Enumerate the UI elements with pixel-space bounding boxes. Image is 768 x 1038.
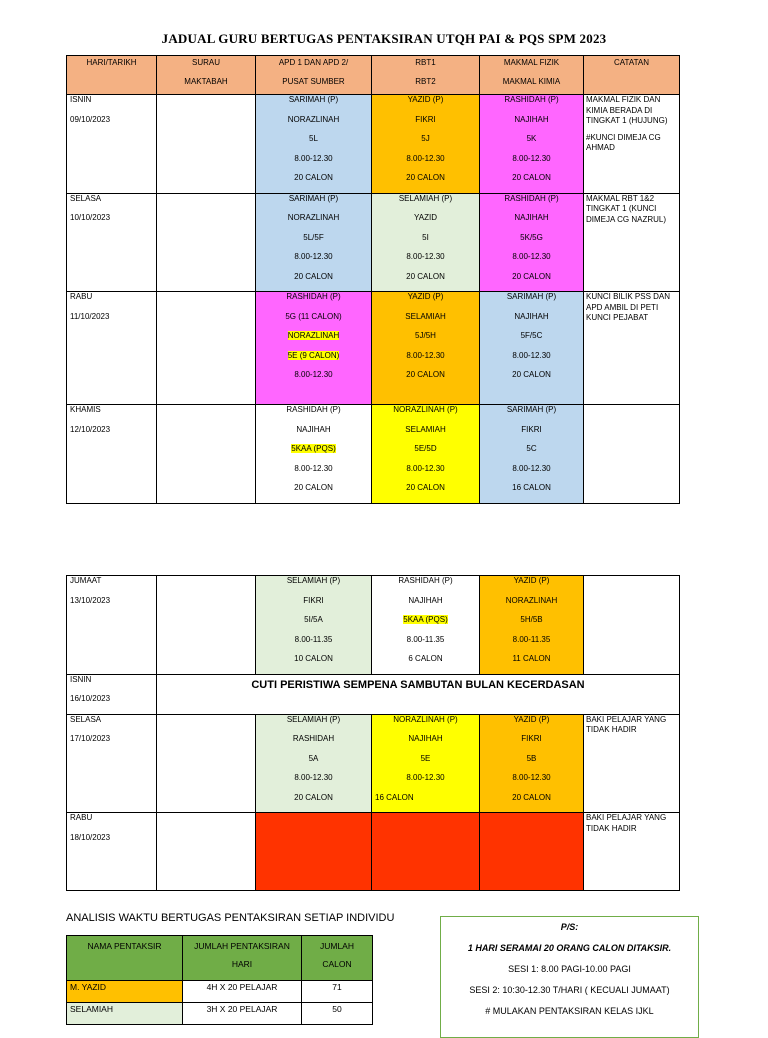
day-cell xyxy=(67,405,157,504)
slot-text: 5E xyxy=(420,753,431,763)
schedule-row xyxy=(67,674,680,714)
slot-text: 8.00-12.30 xyxy=(512,463,551,473)
analysis-name: M. YAZID xyxy=(67,981,183,1003)
analysis-header-cell xyxy=(302,936,373,981)
slot-cell xyxy=(480,714,584,813)
header-cell xyxy=(256,56,372,95)
slot-text: 8.00-12.30 xyxy=(406,153,445,163)
slot-text: NORAZLINAH xyxy=(287,213,340,222)
slot-text: YAZID (P) xyxy=(513,714,550,724)
header-cell xyxy=(372,56,480,95)
slot-text: SARIMAH (P) xyxy=(288,95,339,104)
slot-line xyxy=(256,464,371,484)
slot-line xyxy=(480,351,583,371)
slot-text: 8.00-12.30 xyxy=(406,773,445,782)
slot-text: FIKRI xyxy=(521,734,542,743)
slot-line xyxy=(256,444,371,464)
day-date: 17/10/2023 xyxy=(70,734,111,743)
slot-text: 20 CALON xyxy=(294,271,333,281)
analysis-header-row xyxy=(67,936,373,981)
slot-text: 5H/5B xyxy=(520,615,543,624)
schedule-table-week2 xyxy=(66,575,680,891)
slot-line xyxy=(480,95,583,115)
slot-text: 8.00-12.30 xyxy=(294,153,333,163)
slot-line xyxy=(256,405,371,425)
slot-line xyxy=(256,654,371,674)
slot-cell xyxy=(256,292,372,405)
slot-text: YAZID (P) xyxy=(407,292,444,301)
slot-text: 5F/5C xyxy=(520,331,543,340)
slot-line xyxy=(480,312,583,332)
ps-line: # MULAKAN PENTAKSIRAN KELAS IJKL xyxy=(485,1006,654,1016)
slot-text: NAJIHAH xyxy=(514,213,549,222)
slot-text: RASHIDAH xyxy=(292,734,335,743)
slot-line xyxy=(256,134,371,154)
header-text: HARI/TARIKH xyxy=(86,58,137,67)
slot-text: 8.00-12.30 xyxy=(406,252,445,261)
slot-text: 8.00-12.30 xyxy=(294,773,333,782)
slot-text: 8.00-11.35 xyxy=(512,634,551,644)
slot-line xyxy=(372,793,479,813)
day-name: KHAMIS xyxy=(70,405,101,414)
slot-line xyxy=(480,444,583,464)
slot-text: FIKRI xyxy=(303,595,324,605)
slot-line xyxy=(480,134,583,154)
slot-line xyxy=(480,272,583,292)
schedule-row xyxy=(67,813,680,891)
slot-line xyxy=(372,134,479,154)
day-date: 09/10/2023 xyxy=(70,114,111,124)
slot-cell xyxy=(256,405,372,504)
slot-text: 5J xyxy=(421,134,430,143)
day-name: SELASA xyxy=(70,714,102,724)
slot-text: RASHIDAH (P) xyxy=(504,193,559,203)
holiday-cell: CUTI PERISTIWA SEMPENA SAMBUTAN BULAN KECERDASAN xyxy=(157,674,680,714)
slot-line xyxy=(372,351,479,371)
slot-text: 20 CALON xyxy=(294,792,333,802)
slot-cell xyxy=(480,292,584,405)
slot-text: YAZID (P) xyxy=(513,576,550,585)
schedule-row xyxy=(67,405,680,504)
notes-cell xyxy=(584,813,680,891)
slot-cell xyxy=(256,576,372,675)
header-text: RBT1 xyxy=(415,58,436,67)
slot-cell xyxy=(480,95,584,194)
slot-line xyxy=(256,292,371,312)
notes-cell xyxy=(584,292,680,405)
header-text: SURAU xyxy=(191,58,220,67)
slot-line xyxy=(480,464,583,484)
slot-text: 20 CALON xyxy=(406,271,445,281)
header-cell xyxy=(157,56,256,95)
ps-title: P/S: xyxy=(560,922,579,932)
slot-text: 8.00-12.30 xyxy=(512,773,551,782)
slot-line xyxy=(256,194,371,214)
header-text: RBT2 xyxy=(415,77,436,86)
slot-text: 8.00-12.30 xyxy=(294,370,333,379)
slot-line xyxy=(372,464,479,484)
day-name: ISNIN xyxy=(70,95,92,104)
slot-line xyxy=(372,596,479,616)
slot-line xyxy=(372,615,479,635)
ps-line: 1 HARI SERAMAI 20 ORANG CALON DITAKSIR. xyxy=(467,943,672,953)
slot-line xyxy=(372,576,479,596)
header-text: MAKMAL KIMIA xyxy=(502,77,561,86)
day-cell xyxy=(67,193,157,292)
header-text: CATATAN xyxy=(614,58,649,67)
slot-line xyxy=(480,405,583,425)
slot-text: 16 CALON xyxy=(375,792,414,802)
slot-cell xyxy=(372,714,480,813)
slot-cell xyxy=(157,193,256,292)
day-date: 12/10/2023 xyxy=(70,424,111,434)
slot-line xyxy=(480,635,583,655)
analysis-header-text: JUMLAH xyxy=(319,941,354,951)
day-date: 18/10/2023 xyxy=(70,832,111,842)
slot-line xyxy=(372,734,479,754)
analysis-header-cell xyxy=(67,936,183,981)
slot-text: 5KAA (PQS) xyxy=(291,444,336,453)
notes-cell xyxy=(584,193,680,292)
note-text: BAKI PELAJAR YANG TIDAK HADIR xyxy=(586,813,667,833)
analysis-header-text: JUMLAH PENTAKSIRAN xyxy=(194,941,290,951)
slot-line xyxy=(256,312,371,332)
slot-line xyxy=(256,773,371,793)
slot-line xyxy=(256,252,371,272)
slot-line xyxy=(256,754,371,774)
slot-line xyxy=(256,734,371,754)
note-text: #KUNCI DIMEJA CG AHMAD xyxy=(586,132,661,152)
slot-line xyxy=(256,370,371,390)
slot-text: 11 CALON xyxy=(512,654,551,663)
slot-cell xyxy=(157,95,256,194)
day-cell xyxy=(67,714,157,813)
note-text: MAKMAL FIZIK DAN KIMIA BERADA DI TINGKAT 1 (HUJUNG) xyxy=(586,95,668,125)
day-name: RABU xyxy=(70,813,93,822)
slot-line xyxy=(480,615,583,635)
day-cell xyxy=(67,813,157,891)
slot-text: SELAMIAH (P) xyxy=(398,193,453,203)
slot-line xyxy=(256,576,371,596)
analysis-title: ANALISIS WAKTU BERTUGAS PENTAKSIRAN SETIAP INDIVIDU xyxy=(66,912,395,924)
ps-line: SESI 1: 8.00 PAGI-10.00 PAGI xyxy=(508,964,631,974)
notes-cell xyxy=(584,576,680,675)
day-cell xyxy=(67,576,157,675)
day-name: RABU xyxy=(70,292,93,301)
slot-text: 5E/5D xyxy=(414,444,437,453)
slot-line xyxy=(480,734,583,754)
day-cell xyxy=(67,292,157,405)
slot-text: 5K xyxy=(526,134,537,143)
slot-text: 5KAA (PQS) xyxy=(403,615,448,624)
slot-text: 8.00-12.30 xyxy=(406,350,445,360)
slot-text: 20 CALON xyxy=(512,370,551,379)
slot-line xyxy=(480,233,583,253)
slot-text: NORAZLINAH (P) xyxy=(393,714,458,724)
slot-line xyxy=(480,773,583,793)
slot-line xyxy=(372,654,479,674)
slot-text: NORAZLINAH xyxy=(505,595,558,605)
slot-text: 5L/5F xyxy=(303,232,324,242)
notes-cell xyxy=(584,95,680,194)
analysis-total: 71 xyxy=(302,981,373,1003)
slot-cell xyxy=(157,714,256,813)
slot-cell xyxy=(372,95,480,194)
analysis-days: 3H X 20 PELAJAR xyxy=(183,1003,302,1025)
slot-text: 20 CALON xyxy=(512,173,551,182)
schedule-row xyxy=(67,292,680,405)
slot-text: SELAMIAH xyxy=(405,424,446,434)
slot-line xyxy=(256,233,371,253)
slot-cell xyxy=(157,405,256,504)
slot-text: 5J/5H xyxy=(415,331,436,340)
analysis-days: 4H X 20 PELAJAR xyxy=(183,981,302,1003)
slot-line xyxy=(480,115,583,135)
slot-line xyxy=(480,173,583,193)
slot-text: 8.00-12.30 xyxy=(294,252,333,261)
slot-cell xyxy=(372,576,480,675)
day-cell xyxy=(67,95,157,194)
slot-cell xyxy=(256,714,372,813)
slot-text: 20 CALON xyxy=(406,370,445,379)
slot-text: RASHIDAH (P) xyxy=(504,95,559,104)
day-date: 10/10/2023 xyxy=(70,213,111,222)
slot-text: NAJIHAH xyxy=(514,114,549,124)
slot-line xyxy=(256,331,371,351)
slot-line xyxy=(480,194,583,214)
slot-line xyxy=(372,483,479,503)
slot-line xyxy=(256,213,371,233)
slot-line xyxy=(372,233,479,253)
slot-line xyxy=(372,405,479,425)
slot-line xyxy=(480,154,583,174)
slot-text: 8.00-11.35 xyxy=(406,634,445,644)
slot-line xyxy=(480,425,583,445)
slot-line xyxy=(480,213,583,233)
slot-cell xyxy=(480,576,584,675)
slot-text: RASHIDAH (P) xyxy=(398,576,453,585)
slot-text: 20 CALON xyxy=(294,173,333,182)
slot-cell xyxy=(157,292,256,405)
day-name: JUMAAT xyxy=(70,576,102,585)
slot-text: YAZID xyxy=(414,213,437,222)
notes-cell xyxy=(584,405,680,504)
note-text: BAKI PELAJAR YANG TIDAK HADIR xyxy=(586,714,667,734)
day-name: SELASA xyxy=(70,193,102,203)
slot-line xyxy=(256,173,371,193)
slot-line xyxy=(480,252,583,272)
analysis-header-text: CALON xyxy=(322,959,352,969)
header-text: PUSAT SUMBER xyxy=(282,77,345,86)
slot-text: 5A xyxy=(308,753,319,763)
slot-text: FIKRI xyxy=(415,114,436,124)
slot-line xyxy=(372,213,479,233)
slot-text: 20 CALON xyxy=(512,792,551,802)
slot-line xyxy=(372,252,479,272)
slot-line xyxy=(372,154,479,174)
day-name: ISNIN xyxy=(70,674,92,684)
slot-line xyxy=(480,754,583,774)
slot-line xyxy=(372,331,479,351)
slot-line xyxy=(372,635,479,655)
slot-cell xyxy=(480,193,584,292)
slot-text: NAJIHAH xyxy=(296,424,331,434)
note-text: MAKMAL RBT 1&2 TINGKAT 1 (KUNCI DIMEJA CG NAZRUL) xyxy=(586,193,667,224)
ps-line: SESI 2: 10:30-12.30 T/HARI ( KECUALI JUMAAT) xyxy=(469,985,670,995)
analysis-row xyxy=(67,981,373,1003)
slot-text: 5E (9 CALON) xyxy=(287,350,340,360)
slot-text: YAZID (P) xyxy=(407,95,444,104)
analysis-name: SELAMIAH xyxy=(67,1003,183,1025)
slot-line xyxy=(372,115,479,135)
header-cell xyxy=(480,56,584,95)
slot-line xyxy=(480,715,583,735)
header-text: MAKMAL FIZIK xyxy=(503,58,560,67)
slot-line xyxy=(256,95,371,115)
slot-line xyxy=(372,370,479,390)
day-date: 11/10/2023 xyxy=(70,311,110,321)
ps-notes-box xyxy=(440,916,699,1038)
analysis-header-text: NAMA PENTAKSIR xyxy=(87,941,162,951)
day-date: 13/10/2023 xyxy=(70,595,111,605)
analysis-row xyxy=(67,1003,373,1025)
notes-cell xyxy=(584,714,680,813)
slot-text: SARIMAH (P) xyxy=(506,405,557,414)
slot-text: NAJIHAH xyxy=(408,595,443,605)
slot-line xyxy=(480,576,583,596)
slot-line xyxy=(480,331,583,351)
schedule-row xyxy=(67,193,680,292)
schedule-row xyxy=(67,95,680,194)
slot-text: 5G (11 CALON) xyxy=(285,311,342,321)
day-cell xyxy=(67,674,157,714)
slot-cell xyxy=(256,95,372,194)
slot-line xyxy=(480,793,583,813)
slot-cell xyxy=(256,193,372,292)
slot-text: 5I xyxy=(422,232,429,242)
slot-text: 8.00-11.35 xyxy=(294,634,333,644)
slot-line xyxy=(480,596,583,616)
slot-line xyxy=(480,483,583,503)
slot-line xyxy=(372,173,479,193)
slot-cell xyxy=(157,813,256,891)
slot-cell xyxy=(480,405,584,504)
page-title: JADUAL GURU BERTUGAS PENTAKSIRAN UTQH PAI & PQS SPM 2023 xyxy=(161,31,607,46)
slot-line xyxy=(372,194,479,214)
slot-text: 20 CALON xyxy=(406,173,445,182)
slot-text: 5I/5A xyxy=(304,615,323,624)
slot-text: SELAMIAH (P) xyxy=(286,714,341,724)
slot-text: FIKRI xyxy=(521,424,542,434)
slot-text: NAJIHAH xyxy=(514,311,549,321)
slot-text: 5C xyxy=(526,444,537,453)
slot-text: 8.00-12.30 xyxy=(512,350,551,360)
slot-cell xyxy=(372,292,480,405)
slot-line xyxy=(372,425,479,445)
analysis-total: 50 xyxy=(302,1003,373,1025)
slot-cell xyxy=(256,813,372,891)
slot-text: 16 CALON xyxy=(512,483,551,492)
slot-cell xyxy=(372,193,480,292)
slot-line xyxy=(256,483,371,503)
slot-text: 8.00-12.30 xyxy=(512,153,551,163)
slot-text: SARIMAH (P) xyxy=(506,292,557,301)
analysis-header-text: HARI xyxy=(231,959,253,969)
slot-line xyxy=(256,793,371,813)
slot-text: 20 CALON xyxy=(406,483,445,492)
slot-line xyxy=(480,370,583,390)
slot-text: 5K/5G xyxy=(520,232,543,242)
slot-text: NORAZLINAH xyxy=(287,331,340,340)
header-cell xyxy=(67,56,157,95)
slot-cell xyxy=(480,813,584,891)
analysis-header-cell xyxy=(183,936,302,981)
slot-line xyxy=(256,115,371,135)
header-cell xyxy=(584,56,680,95)
slot-text: 10 CALON xyxy=(294,654,333,663)
slot-line xyxy=(480,292,583,312)
slot-text: 5L xyxy=(309,134,318,143)
slot-line xyxy=(372,754,479,774)
slot-cell xyxy=(372,813,480,891)
slot-line xyxy=(480,654,583,674)
schedule-row xyxy=(67,714,680,813)
slot-line xyxy=(372,95,479,115)
slot-text: 8.00-12.30 xyxy=(512,252,551,261)
schedule-row xyxy=(67,576,680,675)
day-date: 16/10/2023 xyxy=(70,694,111,703)
slot-cell xyxy=(372,405,480,504)
slot-line xyxy=(256,272,371,292)
slot-text: 8.00-12.30 xyxy=(406,463,445,473)
note-text: KUNCI BILIK PSS DAN APD AMBIL DI PETI KUNCI PEJABAT xyxy=(586,292,671,322)
slot-text: 20 CALON xyxy=(512,271,551,281)
slot-text: 20 CALON xyxy=(294,483,333,492)
slot-cell xyxy=(157,576,256,675)
slot-line xyxy=(372,292,479,312)
header-text: APD 1 DAN APD 2/ xyxy=(278,58,349,67)
slot-text: 6 CALON xyxy=(408,654,443,663)
slot-line xyxy=(256,715,371,735)
slot-line xyxy=(372,773,479,793)
slot-text: NAJIHAH xyxy=(408,734,443,743)
slot-line xyxy=(256,154,371,174)
slot-text: NORAZLINAH (P) xyxy=(393,405,458,414)
schedule-table-week1 xyxy=(66,55,680,504)
slot-text: NORAZLINAH xyxy=(287,114,340,124)
slot-text: 8.00-12.30 xyxy=(294,463,333,473)
slot-line xyxy=(256,596,371,616)
slot-line xyxy=(256,615,371,635)
slot-line xyxy=(372,444,479,464)
header-text: MAKTABAH xyxy=(184,77,228,86)
header-row xyxy=(67,56,680,95)
slot-line xyxy=(256,425,371,445)
slot-line xyxy=(372,272,479,292)
slot-text: 5B xyxy=(526,753,537,763)
slot-text: SELAMIAH xyxy=(405,311,446,321)
slot-text: RASHIDAH (P) xyxy=(286,292,341,301)
slot-text: RASHIDAH (P) xyxy=(286,405,341,414)
slot-text: SELAMIAH (P) xyxy=(286,576,341,585)
slot-text: SARIMAH (P) xyxy=(288,193,339,203)
slot-line xyxy=(372,312,479,332)
slot-line xyxy=(372,715,479,735)
slot-line xyxy=(256,635,371,655)
slot-line xyxy=(256,351,371,371)
analysis-table xyxy=(66,935,373,1025)
